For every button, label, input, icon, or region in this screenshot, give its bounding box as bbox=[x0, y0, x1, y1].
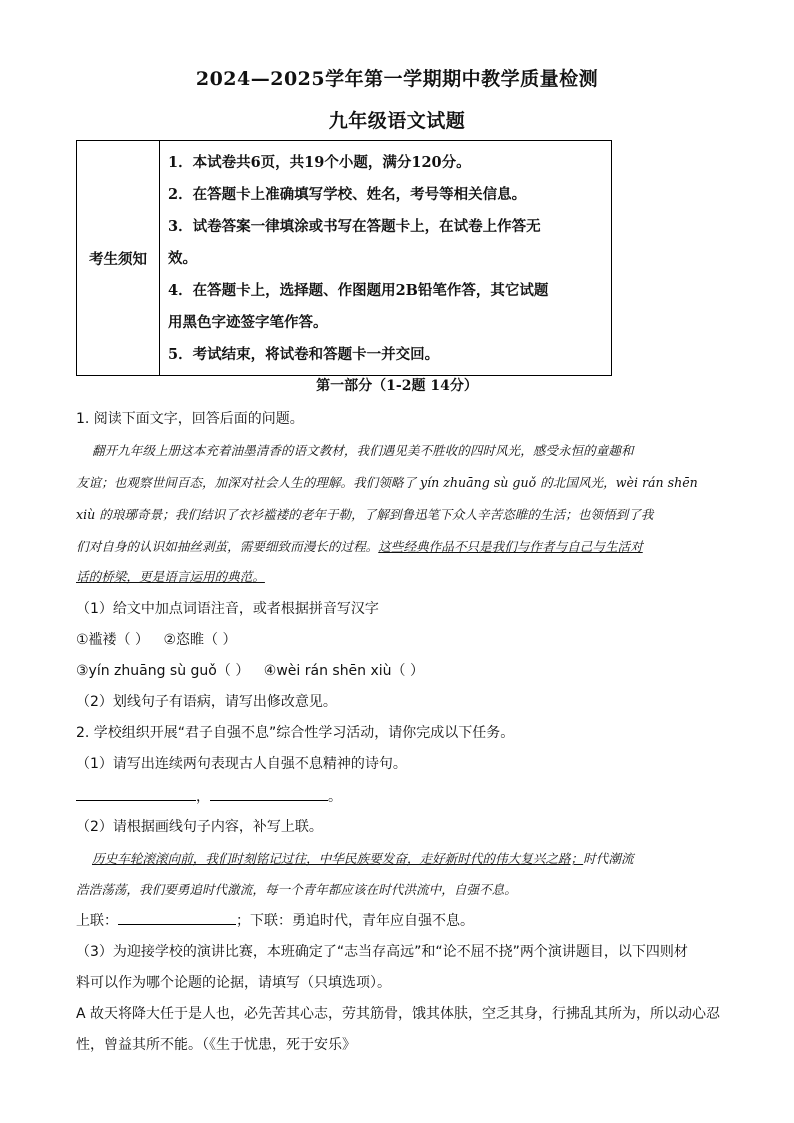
q2-underlined-sentence: 历史车轮滚滚向前，我们时刻铭记过往，中华民族要发奋，走好新时代的伟大复兴之路； bbox=[92, 851, 584, 866]
couplet-left-label: 上联： bbox=[76, 913, 118, 929]
q1-passage-line-1: 翻开九年级上册这本充着油墨清香的语文教材，我们遇见美不胜收的四时风光，感受永恒的童趣和 bbox=[92, 443, 634, 458]
q1-sub1-row2 bbox=[76, 660, 726, 680]
exam-title: 2024—2025学年第一学期期中教学质量检测 bbox=[195, 68, 599, 90]
q2-sub3-line-1: （3）为迎接学校的演讲比赛，本班确定了“志当存高远”和“论不屈不挠”两个演讲题目，以下四则材 bbox=[76, 944, 688, 960]
q2-sub3-line-2: 料可以作为哪个论题的论据，请填写（只填选项）。 bbox=[76, 975, 391, 991]
q1-passage-plain: 们对自身的认识如抽丝剥茧，需要细致而漫长的过程。 bbox=[76, 539, 379, 554]
period: 。 bbox=[328, 789, 342, 805]
notice-item-4-cont: 用黑色字迹签字笔作答。 bbox=[168, 314, 328, 331]
couplet-row bbox=[76, 910, 726, 930]
comma: ， bbox=[196, 789, 210, 805]
q1-passage-line-2: 友谊；也观察世间百态，加深对社会人生的理解。我们领略了 yín zhuāng sù guǒ 的北国风光，wèi rán shēn bbox=[76, 475, 698, 490]
q2-passage-rest: 时代潮流 bbox=[583, 851, 634, 866]
notice-item-3-cont: 效。 bbox=[168, 250, 197, 267]
q1-passage-line-3: xiù 的琅琊奇景；我们结识了衣衫褴褛的老年于勒，了解到鲁迅笔下众人辛苦恣睢的生活；也领悟到了我 bbox=[76, 507, 654, 522]
q1-stem: 1. 阅读下面文字，回答后面的问题。 bbox=[76, 411, 304, 427]
notice-item-2: 2．在答题卡上准确填写学校、姓名，考号等相关信息。 bbox=[168, 186, 527, 203]
answer-blank-2[interactable] bbox=[210, 786, 328, 801]
answer-blank-1[interactable] bbox=[76, 786, 196, 801]
exam-subtitle: 九年级语文试题 bbox=[328, 110, 466, 132]
option-a-line-1: A 故天将降大任于是人也，必先苦其心志，劳其筋骨，饿其体肤，空乏其身，行拂乱其所为，所以动心忍 bbox=[76, 1006, 721, 1022]
q2-passage-line-1 bbox=[92, 848, 742, 867]
notice-item-5: 5．考试结束，将试卷和答题卡一并交回。 bbox=[168, 346, 440, 363]
q1-sub1-b: ②恣睢（ ） bbox=[163, 632, 237, 648]
notice-item-1: 1．本试卷共6页，共19个小题，满分120分。 bbox=[168, 154, 471, 171]
q2-sub1: （1）请写出连续两句表现古人自强不息精神的诗句。 bbox=[76, 756, 407, 772]
q1-passage-line-5: 话的桥梁，更是语言运用的典范。 bbox=[76, 569, 265, 584]
q1-passage-line-4 bbox=[76, 536, 726, 555]
notice-table bbox=[76, 140, 612, 376]
q1-sub1-a: ①褴褛（ ） bbox=[76, 632, 150, 648]
q1-sub1-c: ③yín zhuāng sù guǒ（ ） bbox=[76, 663, 250, 679]
q1-sub1-row1 bbox=[76, 629, 726, 649]
notice-item-3: 3．试卷答案一律填涂或书写在答题卡上，在试卷上作答无 bbox=[168, 218, 541, 235]
notice-label: 考生须知 bbox=[77, 141, 160, 376]
q1-sub1-d: ④wèi rán shēn xiù（ ） bbox=[263, 663, 424, 679]
q2-sub2: （2）请根据画线句子内容，补写上联。 bbox=[76, 819, 323, 835]
q2-stem: 2. 学校组织开展“君子自强不息”综合性学习活动，请你完成以下任务。 bbox=[76, 725, 515, 741]
notice-items bbox=[160, 141, 612, 376]
notice-item-4: 4．在答题卡上，选择题、作图题用2B铅笔作答，其它试题 bbox=[168, 282, 549, 299]
q2-sub1-answer-row bbox=[76, 786, 726, 806]
q2-passage-line-2: 浩浩荡荡，我们要勇追时代激流，每一个青年都应该在时代洪流中，自强不息。 bbox=[76, 882, 517, 897]
q1-underlined-sentence: 这些经典作品不只是我们与作者与自己与生活对 bbox=[378, 539, 643, 554]
q1-sub1: （1）给文中加点词语注音，或者根据拼音写汉字 bbox=[76, 601, 379, 617]
section-heading: 第一部分（1-2题 14分） bbox=[316, 378, 478, 394]
couplet-right: ；下联：勇追时代，青年应自强不息。 bbox=[236, 913, 474, 929]
option-a-line-2: 性，曾益其所不能。（《生于忧患，死于安乐》 bbox=[76, 1037, 356, 1053]
couplet-answer-blank[interactable] bbox=[118, 910, 236, 925]
q1-sub2: （2）划线句子有语病，请写出修改意见。 bbox=[76, 694, 337, 710]
